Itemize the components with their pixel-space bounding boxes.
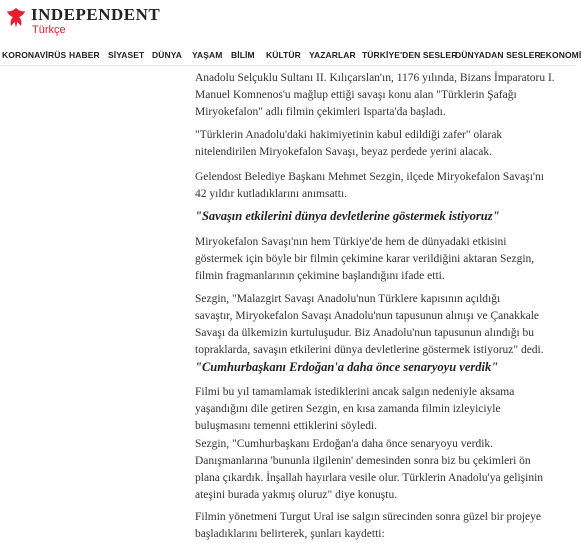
nav-item-kultur[interactable]: KÜLTÜR [266, 50, 301, 60]
main-nav [0, 44, 581, 66]
line: göstermek için böyle bir filmin çekimine karar verildiğini aktaran Sezgin, [195, 253, 535, 265]
article-paragraph [195, 70, 555, 121]
line: Danışmanlarına 'bununla ilgilenin' demesinden sonra biz bu çekimleri ön [195, 455, 531, 467]
nav-item-haber[interactable]: HABER [69, 50, 100, 60]
line: topraklarda, savaşın etkilerini dünya devletlerine göstermek istiyoruz" dedi. [195, 344, 544, 356]
line: Savaşı da ülkemizin kurtuluşudur. Biz Anadolu'nun tapusunun alındığı bu [195, 327, 535, 339]
nav-item-dunyadan-sesler[interactable]: DÜNYADAN SESLER [455, 50, 541, 60]
site-logo[interactable] [6, 6, 160, 36]
line: filmin fragmanlarının çekimine başlandığını ifade etti. [195, 270, 445, 282]
logo-subtitle: Türkçe [32, 24, 66, 36]
line: buluşmasını temenni ettiklerini söyledi. [195, 420, 378, 432]
article-paragraph [195, 169, 544, 203]
line: savaştır, Miryokefalon Savaşı Anadolu'nun tapusunun alınışı ve Çanakkale [195, 310, 539, 322]
line: Sezgin, "Cumhurbaşkanı Erdoğan'a daha önce senaryoyu verdik. [195, 438, 494, 450]
line: Gelendost Belediye Başkanı Mehmet Sezgin, ilçede Miryokefalon Savaşı'nı [195, 171, 544, 183]
nav-item-siyaset[interactable]: SİYASET [108, 50, 145, 60]
line: Miryokefalon Savaşı'nın hem Türkiye'de hem de dünyadaki etkisini [195, 236, 507, 248]
nav-item-yazarlar[interactable]: YAZARLAR [309, 50, 356, 60]
article-subheading: "Cumhurbaşkanı Erdoğan'a daha önce senaryoyu verdik" [195, 360, 499, 374]
nav-item-dunya[interactable]: DÜNYA [152, 50, 182, 60]
line: Manuel Komnenos'u mağlup ettiği savaşı konu alan "Türklerin Şafağı [195, 89, 517, 101]
nav-item-ekonomi[interactable]: EKONOMİ [540, 50, 581, 60]
nav-item-turkiyeden-sesler[interactable]: TÜRKİYE'DEN SESLER [362, 50, 458, 60]
nav-item-koronavirus[interactable]: KORONAVİRÜS [2, 50, 67, 60]
article-paragraph [195, 127, 502, 161]
logo-title: INDEPENDENT [31, 5, 161, 24]
line: 42 yıldır kutladıklarını anımsattı. [195, 188, 348, 200]
line: ateşini burada yakmış oluruz" diye konuştu. [195, 489, 398, 501]
article-paragraph [195, 436, 543, 504]
line: başladıklarını belirterek, şunları kaydetti: [195, 528, 385, 540]
article-paragraph [195, 291, 544, 359]
line: Sezgin, "Malazgirt Savaşı Anadolu'nun Türklere kapısının açıldığı [195, 293, 501, 305]
article-paragraph [195, 234, 534, 285]
nav-item-yasam[interactable]: YAŞAM [192, 50, 223, 60]
line: yaşandığını dile getiren Sezgin, en kısa zamanda filmin izleyiciyle [195, 403, 501, 415]
line: Filmi bu yıl tamamlamak istediklerini ancak salgın nedeniyle aksama [195, 386, 515, 398]
line: nitelendirilen Miryokefalon Savaşı, beyaz perdede yerini alacak. [195, 146, 492, 158]
nav-item-bilim[interactable]: BİLİM [231, 50, 255, 60]
site-header [0, 0, 575, 40]
eagle-icon [6, 7, 26, 29]
line: "Türklerin Anadolu'daki hakimiyetinin kabul edildiği zafer" olarak [195, 129, 503, 141]
article-paragraph [195, 509, 541, 543]
line: Anadolu Selçuklu Sultanı II. Kılıçarslan'ın, 1176 yılında, Bizans İmparatoru I. [195, 72, 555, 84]
line: Miryokefalon" adlı filmin çekimleri Isparta'da başladı. [195, 106, 446, 118]
line: Filmin yönetmeni Turgut Ural ise salgın sürecinden sonra güzel bir projeye [195, 511, 542, 523]
article-paragraph [195, 384, 514, 435]
line: plana çıkardık. İnşallah hayırlara vesile olur. Türklerin Anadolu'ya gelişinin [195, 472, 544, 484]
article-subheading: "Savaşın etkilerini dünya devletlerine göstermek istiyoruz" [195, 209, 500, 223]
